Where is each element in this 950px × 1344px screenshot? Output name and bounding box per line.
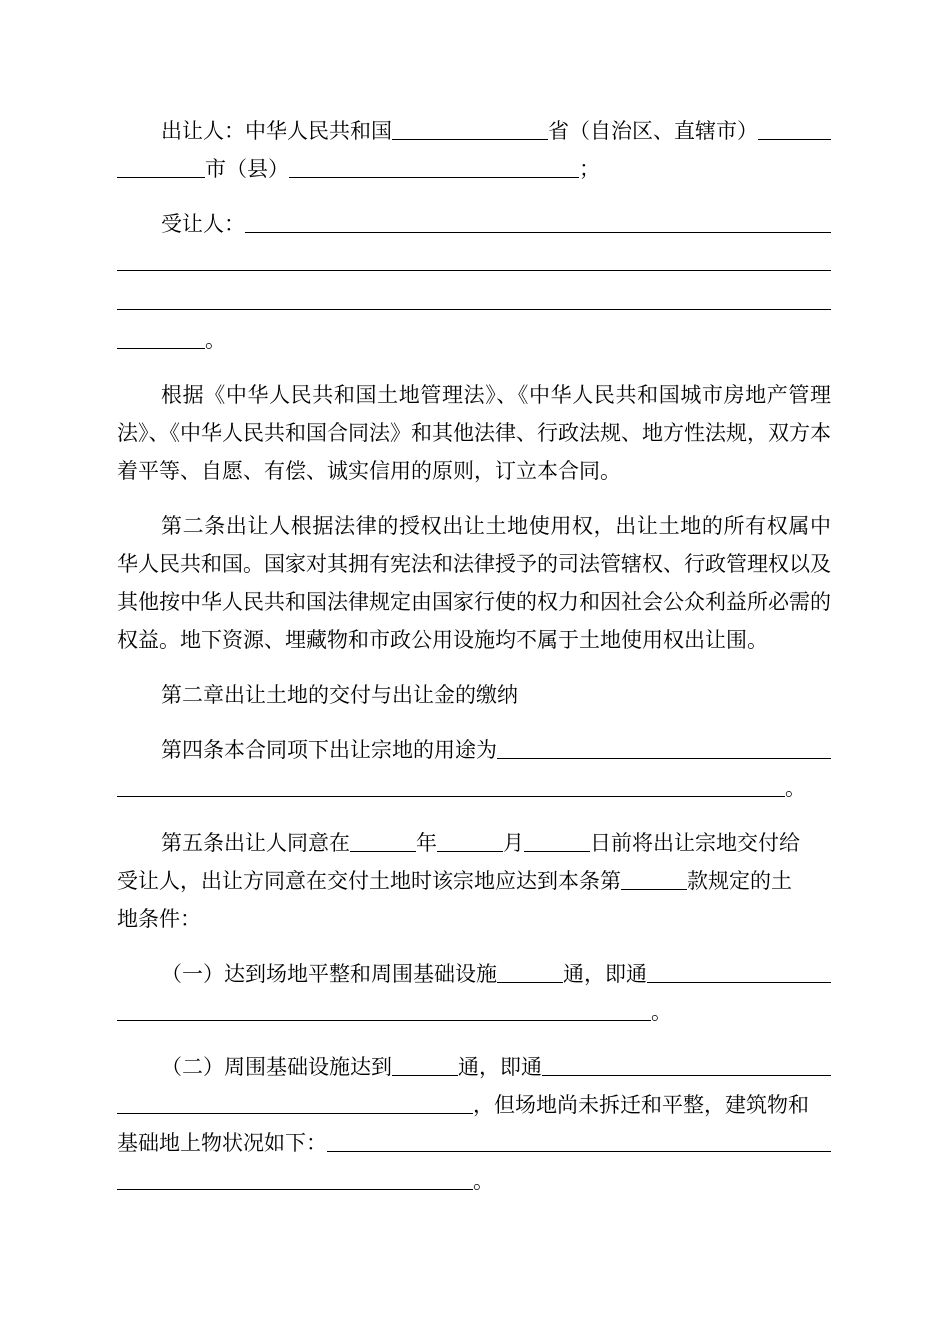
article-5-line2-suffix: 款规定的土 [687,869,792,893]
item-2-count-blank[interactable] [392,1048,458,1076]
article-2-paragraph: 第二条出让人根据法律的授权出让土地使用权，出让土地的所有权属中华人民共和国。国家对其拥有宪法和法律授予的司法管辖权、行政管理权以及其他按中华人民共和国法律规定由国家行使的权力和因社会公众利益所必需的权益。地下资源、埋藏物和市政公用设施均不属于土地使用权出让围。 [117,514,831,652]
province-label: 省（自治区、直辖市） [548,119,758,143]
article-5-line3: 地条件： [117,907,201,931]
article-4-clause [117,731,831,807]
article-4-end: 。 [785,776,806,800]
item-2-end: 。 [473,1169,494,1193]
grantor-end: ； [579,157,600,181]
item-1-facilities-blank-1[interactable] [647,955,831,983]
city-label: 市（县） [205,157,289,181]
month-label: 月 [503,831,524,855]
grantee-blank-4[interactable] [117,321,205,349]
grantee-blank-3[interactable] [117,282,831,310]
year-label: 年 [416,831,437,855]
item-2-mid: 通，即通 [458,1055,542,1079]
land-use-blank-1[interactable] [497,731,831,759]
article-5-clause [117,824,831,938]
item-2-line3-prefix: 基础地上物状况如下： [117,1131,327,1155]
grantee-end: 。 [205,328,226,352]
item-2-facilities-blank-1[interactable] [542,1048,831,1076]
item-1-end: 。 [651,1000,672,1024]
grantee-blank-1[interactable] [245,205,831,233]
item-1-mid: 通，即通 [563,962,647,986]
grantee-blank-2[interactable] [117,243,831,271]
year-blank[interactable] [350,824,416,852]
item-1-prefix: （一）达到场地平整和周围基础设施 [161,962,497,986]
item-1-facilities-blank-2[interactable] [117,993,651,1021]
county-blank[interactable] [289,150,579,178]
grantor-prefix: 出让人：中华人民共和国 [161,119,392,143]
item-1-count-blank[interactable] [497,955,563,983]
grantee-label: 受让人： [161,212,245,236]
day-text: 日前将出让宗地交付给 [590,831,800,855]
preamble-paragraph: 根据《中华人民共和国土地管理法》、《中华人民共和国城市房地产管理法》、《中华人民共和国合同法》和其他法律、行政法规、地方性法规，双方本着平等、自愿、有偿、诚实信用的原则，订立本合同。 [117,383,831,483]
structures-blank-2[interactable] [117,1162,473,1190]
province-blank[interactable] [392,112,548,140]
article-5-line2-prefix: 受让人，出让方同意在交付土地时该宗地应达到本条第 [117,869,621,893]
month-blank[interactable] [437,824,503,852]
item-1-clause [117,955,831,1031]
contract-body [117,112,831,1200]
item-2-clause [117,1048,831,1200]
item-2-prefix: （二）周围基础设施达到 [161,1055,392,1079]
clause-number-blank[interactable] [621,862,687,890]
structures-blank-1[interactable] [327,1124,831,1152]
item-2-facilities-blank-2[interactable] [117,1086,473,1114]
land-use-blank-2[interactable] [117,769,785,797]
province-blank-2[interactable] [758,112,831,140]
day-blank[interactable] [524,824,590,852]
grantor-clause [117,112,831,188]
article-5-prefix: 第五条出让人同意在 [161,831,350,855]
item-2-line2-suffix: ，但场地尚未拆迁和平整，建筑物和 [473,1093,809,1117]
grantee-clause [117,205,831,359]
chapter-2-heading: 第二章出让土地的交付与出让金的缴纳 [161,683,518,707]
city-blank[interactable] [117,150,205,178]
article-4-text: 第四条本合同项下出让宗地的用途为 [161,738,497,762]
